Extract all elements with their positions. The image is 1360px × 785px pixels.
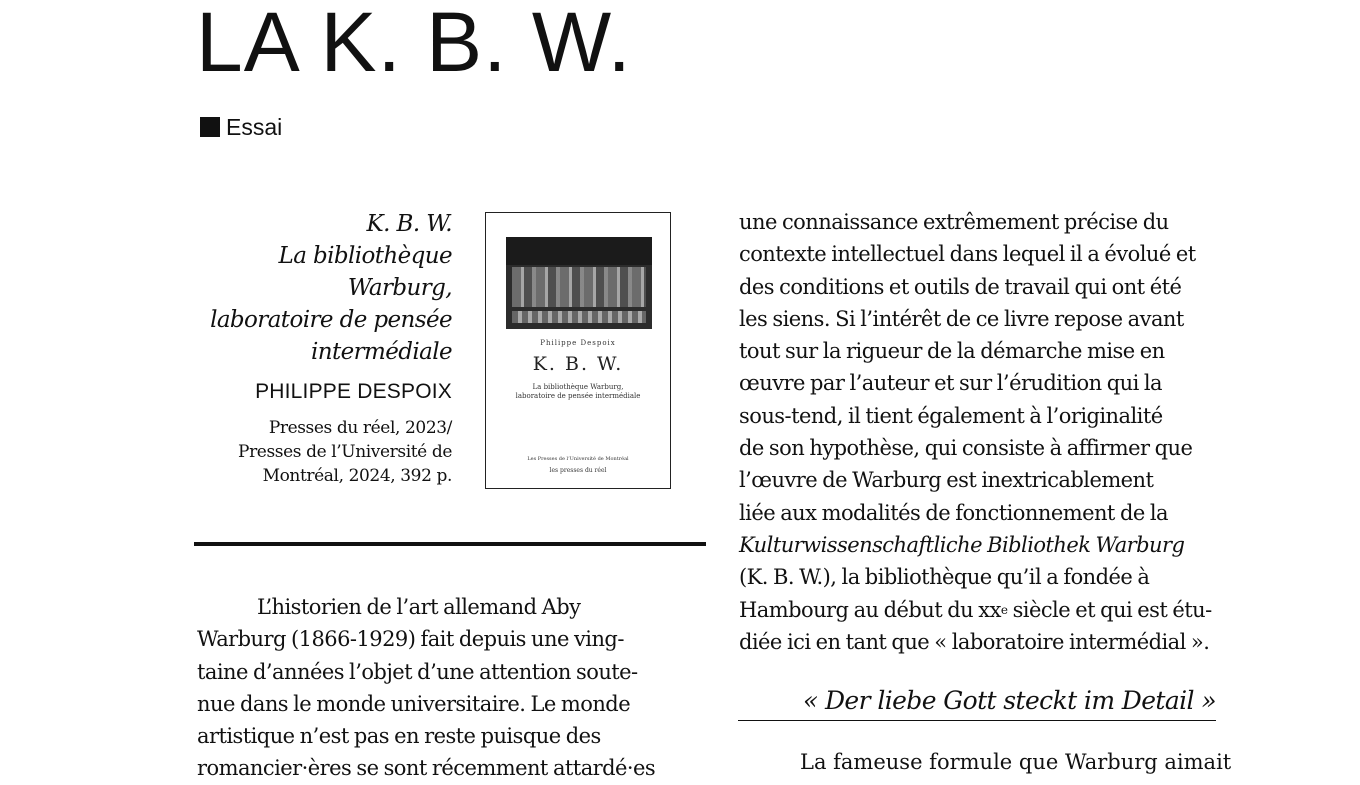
section-label-text: Essai: [226, 114, 283, 140]
publisher-line: Presses du réel, 2023/: [268, 418, 452, 438]
superscript: e: [1000, 602, 1008, 617]
cover-photo: [506, 237, 652, 329]
text-line: Warburg (1866-1929) fait depuis une ving-: [197, 627, 624, 652]
text-line: diée ici en tant que « laboratoire intermédial ».: [739, 629, 1210, 654]
book-title-line: Warburg,: [347, 275, 452, 301]
cover-publisher: Les Presses de l’Université de Montréal: [527, 456, 629, 462]
text-line-cut: La fameuse formule que Warburg aimait: [800, 750, 1232, 774]
text-line: les siens. Si l’intérêt de ce livre repose avant: [739, 306, 1184, 331]
right-column-text: [739, 206, 1251, 658]
subheading: « Der liebe Gott steckt im Detail »: [738, 684, 1216, 721]
text-line: artistique n’est pas en reste puisque des: [197, 724, 601, 749]
book-author: PHILIPPE DESPOIX: [255, 380, 452, 403]
text-line: contexte intellectuel dans lequel il a évolué et: [739, 242, 1196, 267]
cover-publisher-2: les presses du réel: [549, 467, 607, 474]
text-line: L’historien de l’art allemand Aby: [257, 595, 581, 619]
book-title-line: laboratoire de pensée: [210, 307, 452, 333]
text-line: de son hypothèse, qui consiste à affirmer que: [739, 436, 1193, 461]
text-line: œuvre par l’auteur et sur l’érudition qui la: [739, 371, 1163, 396]
divider-rule: [194, 542, 706, 546]
book-publisher: [190, 416, 452, 488]
book-title-line: intermédiale: [311, 339, 452, 365]
text-line-italic: Kulturwissenschaftliche Bibliothek Warburg: [739, 532, 1185, 557]
text-line: (K. B. W.), la bibliothèque qu’il a fondée à: [739, 565, 1150, 590]
cover-subtitle-line: La bibliothèque Warburg,: [532, 383, 624, 391]
text-line: romancier·ères se sont récemment attardé·es: [197, 756, 656, 781]
text-segment: siècle et qui est étu-: [1007, 597, 1212, 622]
text-line: liée aux modalités de fonctionnement de la: [739, 500, 1168, 525]
black-square-icon: [200, 117, 220, 137]
publisher-line: Presses de l’Université de: [238, 442, 452, 462]
book-title-line: K. B. W.: [366, 211, 452, 237]
cover-title: K. B. W.: [532, 353, 624, 375]
text-line: taine d’années l’objet d’une attention soute-: [197, 659, 638, 684]
book-title: [190, 208, 452, 368]
book-info: [190, 208, 452, 488]
cover-subtitle-line: laboratoire de pensée intermédiale: [515, 392, 641, 400]
book-title-line: La bibliothèque: [278, 243, 452, 269]
text-line: sous-tend, il tient également à l’originalité: [739, 403, 1163, 428]
text-line: une connaissance extrêmement précise du: [739, 210, 1169, 234]
book-cover: [485, 212, 671, 489]
page-title: LA K. B. W.: [196, 0, 632, 89]
left-column-text: [197, 591, 705, 785]
text-line: des conditions et outils de travail qui ont été: [739, 274, 1182, 299]
text-line: [739, 594, 1251, 626]
text-line: tout sur la rigueur de la démarche mise en: [739, 339, 1165, 364]
publisher-line: Montréal, 2024, 392 p.: [262, 466, 452, 486]
section-label: [200, 112, 282, 142]
cover-author: Philippe Despoix: [540, 339, 616, 347]
text-line: l’œuvre de Warburg est inextricablement: [739, 468, 1154, 493]
text-line: nue dans le monde universitaire. Le monde: [197, 691, 631, 716]
text-segment: Hambourg au début du xx: [739, 597, 1001, 622]
cover-subtitle: [502, 383, 654, 401]
